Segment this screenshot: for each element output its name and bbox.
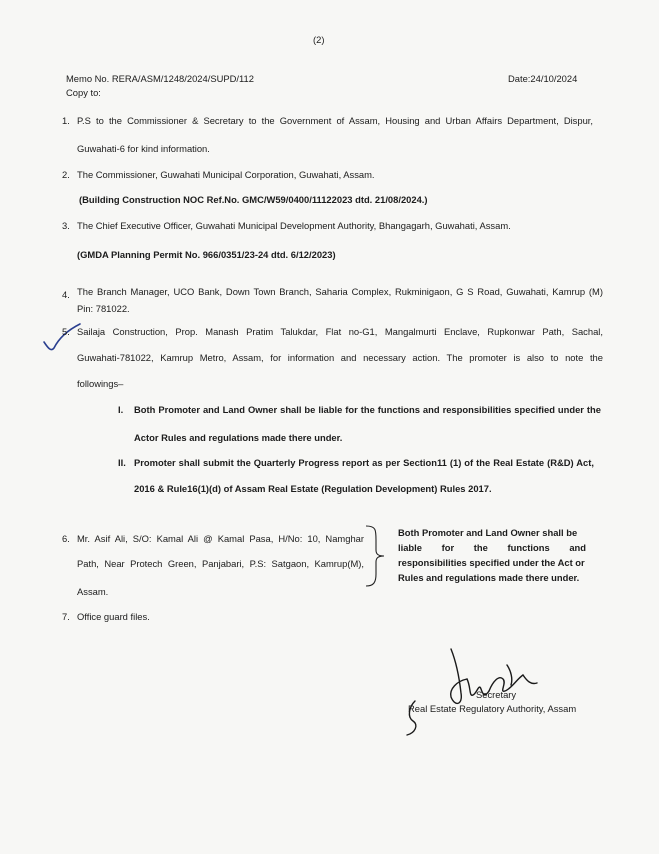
item-text: Pin: 781022. xyxy=(77,303,130,314)
item-text: The Branch Manager, UCO Bank, Down Town Branch, Saharia Complex, Rukminigaon, G S Road, Guwahati, Kamrup (M) xyxy=(77,286,603,297)
item-number: 1. xyxy=(62,115,70,126)
noc-reference: (Building Construction NOC Ref.No. GMC/W59/0400/11122023 dtd. 21/08/2024.) xyxy=(79,194,428,205)
item-6-note-line: Rules and regulations made there under. xyxy=(398,572,580,583)
item-text: Mr. Asif Ali, S/O: Kamal Ali @ Kamal Pasa, H/No: 10, Namghar xyxy=(77,533,364,544)
signatory-organization: Real Estate Regulatory Authority, Assam xyxy=(408,703,577,714)
memo-date: Date:24/10/2024 xyxy=(508,73,578,84)
item-6-note-line: Both Promoter and Land Owner shall be xyxy=(398,527,578,538)
item-text: Guwahati-6 for kind information. xyxy=(77,143,210,154)
item-number: 2. xyxy=(62,169,70,180)
sub-item-number: II. xyxy=(118,457,126,468)
item-6-note-line: liable for the functions and xyxy=(398,542,586,553)
item-6-note-line: responsibilities specified under the Act or xyxy=(398,557,585,568)
sub-item-text: 2016 & Rule16(1)(d) of Assam Real Estate (Regulation Development) Rules 2017. xyxy=(134,483,492,494)
item-number: 3. xyxy=(62,220,70,231)
item-text: followings– xyxy=(77,378,124,389)
right-brace-icon xyxy=(364,524,386,588)
item-text: Office guard files. xyxy=(77,611,150,622)
item-text: Guwahati-781022, Kamrup Metro, Assam, for information and necessary action. The promoter is also to note the xyxy=(77,352,603,363)
planning-permit-reference: (GMDA Planning Permit No. 966/0351/23-24 dtd. 6/12/2023) xyxy=(77,249,336,260)
handwritten-signature xyxy=(395,645,555,740)
item-text: Path, Near Protech Green, Panjabari, P.S: Satgaon, Kamrup(M), xyxy=(77,558,364,569)
item-number: 4. xyxy=(62,289,70,300)
signatory-title: Secretary xyxy=(476,689,517,700)
item-text: P.S to the Commissioner & Secretary to the Government of Assam, Housing and Urban Affairs Department, Dispur, xyxy=(77,115,593,126)
item-number: 7. xyxy=(62,611,70,622)
sub-item-number: I. xyxy=(118,404,124,415)
sub-item-text: Both Promoter and Land Owner shall be liable for the functions and responsibilities specified under the xyxy=(134,404,601,415)
item-number: 5. xyxy=(62,326,70,337)
item-text: The Chief Executive Officer, Guwahati Municipal Development Authority, Bhangagarh, Guwahati, Assam. xyxy=(77,220,511,231)
sub-item-text: Promoter shall submit the Quarterly Progress report as per Section11 (1) of the Real Estate (R&D) Act, xyxy=(134,457,594,468)
item-text: Assam. xyxy=(77,586,109,597)
item-number: 6. xyxy=(62,533,70,544)
sub-item-text: Actor Rules and regulations made there under. xyxy=(134,432,343,443)
item-text: Sailaja Construction, Prop. Manash Pratim Talukdar, Flat no-G1, Mangalmurti Enclave, Rupkonwar Path, Sachal, xyxy=(77,326,603,337)
memo-number: Memo No. RERA/ASM/1248/2024/SUPD/112 xyxy=(66,73,254,84)
item-text: The Commissioner, Guwahati Municipal Corporation, Guwahati, Assam. xyxy=(77,169,375,180)
page-number: (2) xyxy=(313,34,325,45)
copy-to-heading: Copy to: xyxy=(66,87,101,98)
